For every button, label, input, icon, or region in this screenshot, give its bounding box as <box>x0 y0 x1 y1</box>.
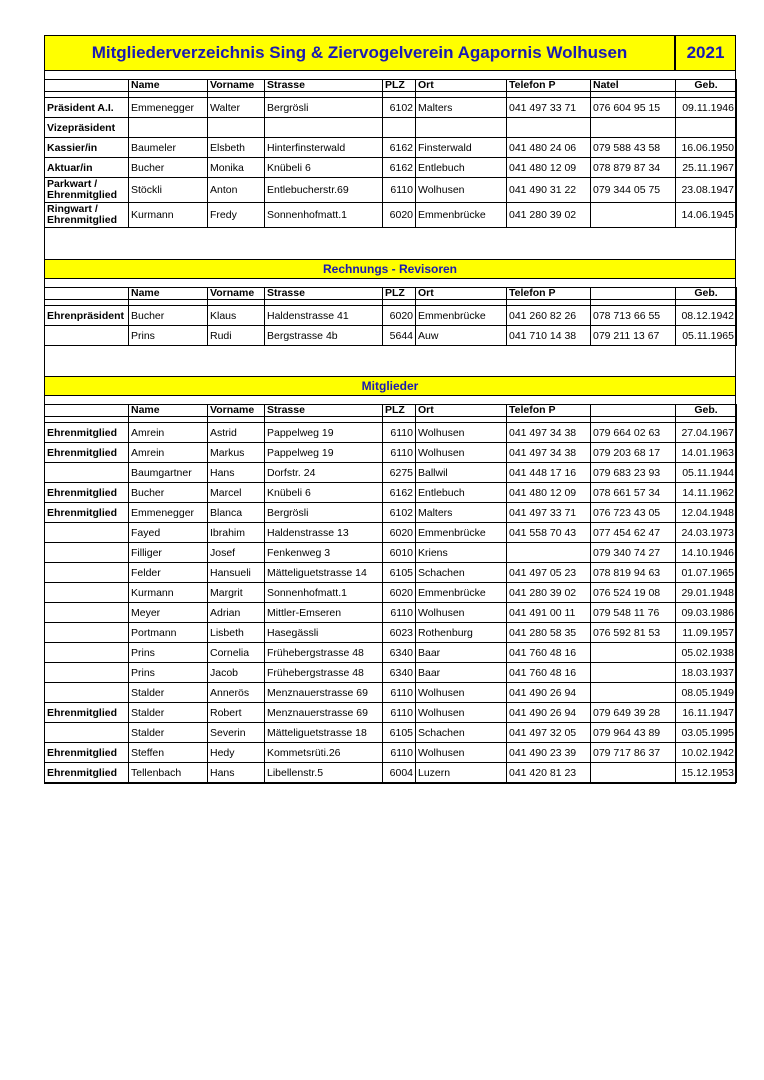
street-cell: Mittler-Emseren <box>265 603 383 623</box>
document-year: 2021 <box>675 35 736 71</box>
city-cell: Emmenbrücke <box>416 306 507 326</box>
phone-cell: 041 497 34 38 <box>507 423 591 443</box>
city-cell: Entlebuch <box>416 158 507 178</box>
phone-cell: 041 490 26 94 <box>507 683 591 703</box>
header-natel <box>591 405 676 417</box>
name-cell: Prins <box>129 643 208 663</box>
birthdate-cell <box>676 118 737 138</box>
table-row <box>45 503 737 523</box>
zip-cell: 6110 <box>383 603 416 623</box>
firstname-cell: Adrian <box>208 603 265 623</box>
street-cell: Bergstrasse 4b <box>265 326 383 346</box>
zip-cell: 6020 <box>383 306 416 326</box>
members-heading: Mitglieder <box>44 376 736 396</box>
mobile-cell: 076 723 43 05 <box>591 503 676 523</box>
city-cell: Malters <box>416 503 507 523</box>
city-cell <box>416 118 507 138</box>
city-cell: Wolhusen <box>416 743 507 763</box>
street-cell: Fenkenweg 3 <box>265 543 383 563</box>
mobile-cell: 079 211 13 67 <box>591 326 676 346</box>
name-cell: Filliger <box>129 543 208 563</box>
mobile-cell: 076 604 95 15 <box>591 98 676 118</box>
zip-cell: 6105 <box>383 563 416 583</box>
street-cell: Hinterfinsterwald <box>265 138 383 158</box>
table-row <box>45 663 737 683</box>
role-cell: Kassier/in <box>45 138 129 158</box>
mobile-cell: 077 454 62 47 <box>591 523 676 543</box>
role-cell: Ehrenmitglied <box>45 503 129 523</box>
street-cell: Mätteliguetstrasse 14 <box>265 563 383 583</box>
mobile-cell <box>591 663 676 683</box>
mobile-cell <box>591 118 676 138</box>
birthdate-cell: 09.11.1946 <box>676 98 737 118</box>
birthdate-cell: 12.04.1948 <box>676 503 737 523</box>
street-cell: Frühebergstrasse 48 <box>265 663 383 683</box>
name-cell: Prins <box>129 326 208 346</box>
mobile-cell <box>591 643 676 663</box>
phone-cell: 041 420 81 23 <box>507 763 591 783</box>
birthdate-cell: 09.03.1986 <box>676 603 737 623</box>
firstname-cell: Hans <box>208 763 265 783</box>
header-plz: PLZ <box>383 405 416 417</box>
mobile-cell: 079 717 86 37 <box>591 743 676 763</box>
mobile-cell <box>591 683 676 703</box>
role-cell: Ehrenmitglied <box>45 423 129 443</box>
table-row <box>45 443 737 463</box>
header-vorname: Vorname <box>208 288 265 300</box>
birthdate-cell: 27.04.1967 <box>676 423 737 443</box>
column-header-row <box>45 288 737 300</box>
mobile-cell: 079 548 11 76 <box>591 603 676 623</box>
name-cell: Amrein <box>129 443 208 463</box>
city-cell: Auw <box>416 326 507 346</box>
column-header-row <box>45 405 737 417</box>
zip-cell: 6110 <box>383 683 416 703</box>
zip-cell: 6110 <box>383 743 416 763</box>
city-cell: Wolhusen <box>416 178 507 203</box>
city-cell: Entlebuch <box>416 483 507 503</box>
role-cell: Ehrenmitglied <box>45 703 129 723</box>
role-cell <box>45 663 129 683</box>
birthdate-cell: 29.01.1948 <box>676 583 737 603</box>
column-header-row <box>45 80 737 92</box>
street-cell: Bergrösli <box>265 503 383 523</box>
birthdate-cell: 08.05.1949 <box>676 683 737 703</box>
birthdate-cell: 15.12.1953 <box>676 763 737 783</box>
name-cell: Stöckli <box>129 178 208 203</box>
table-row <box>45 683 737 703</box>
table-row <box>45 98 737 118</box>
header-strasse: Strasse <box>265 288 383 300</box>
firstname-cell: Hans <box>208 463 265 483</box>
name-cell: Prins <box>129 663 208 683</box>
name-cell: Meyer <box>129 603 208 623</box>
phone-cell: 041 491 00 11 <box>507 603 591 623</box>
city-cell: Emmenbrücke <box>416 523 507 543</box>
street-cell: Haldenstrasse 13 <box>265 523 383 543</box>
street-cell: Knübeli 6 <box>265 483 383 503</box>
name-cell: Tellenbach <box>129 763 208 783</box>
table-row <box>45 643 737 663</box>
street-cell: Dorfstr. 24 <box>265 463 383 483</box>
zip-cell: 6004 <box>383 763 416 783</box>
name-cell: Amrein <box>129 423 208 443</box>
zip-cell: 6020 <box>383 523 416 543</box>
street-cell: Pappelweg 19 <box>265 443 383 463</box>
table-row <box>45 326 737 346</box>
name-cell: Stalder <box>129 683 208 703</box>
mobile-cell: 078 879 87 34 <box>591 158 676 178</box>
phone-cell: 041 710 14 38 <box>507 326 591 346</box>
zip-cell: 6020 <box>383 583 416 603</box>
street-cell: Frühebergstrasse 48 <box>265 643 383 663</box>
phone-cell: 041 490 23 39 <box>507 743 591 763</box>
role-cell: Ehrenmitglied <box>45 763 129 783</box>
board-table <box>44 79 737 228</box>
name-cell: Bucher <box>129 306 208 326</box>
city-cell: Malters <box>416 98 507 118</box>
firstname-cell: Severin <box>208 723 265 743</box>
header-strasse: Strasse <box>265 405 383 417</box>
role-cell <box>45 603 129 623</box>
members-table <box>44 404 737 783</box>
mobile-cell: 079 344 05 75 <box>591 178 676 203</box>
header-ort: Ort <box>416 288 507 300</box>
header-telefon: Telefon P <box>507 288 591 300</box>
birthdate-cell: 05.11.1944 <box>676 463 737 483</box>
birthdate-cell: 05.11.1965 <box>676 326 737 346</box>
zip-cell: 5644 <box>383 326 416 346</box>
role-cell <box>45 623 129 643</box>
city-cell: Wolhusen <box>416 603 507 623</box>
role-cell: Ringwart / Ehrenmitglied <box>45 203 129 228</box>
header-plz: PLZ <box>383 80 416 92</box>
firstname-cell: Hedy <box>208 743 265 763</box>
zip-cell: 6162 <box>383 158 416 178</box>
table-row <box>45 703 737 723</box>
mobile-cell: 078 819 94 63 <box>591 563 676 583</box>
firstname-cell: Klaus <box>208 306 265 326</box>
firstname-cell <box>208 118 265 138</box>
street-cell: Entlebucherstr.69 <box>265 178 383 203</box>
table-row <box>45 178 737 203</box>
table-row <box>45 423 737 443</box>
header-vorname: Vorname <box>208 80 265 92</box>
firstname-cell: Jacob <box>208 663 265 683</box>
city-cell: Finsterwald <box>416 138 507 158</box>
zip-cell: 6110 <box>383 178 416 203</box>
zip-cell: 6162 <box>383 138 416 158</box>
header-name: Name <box>129 288 208 300</box>
birthdate-cell: 25.11.1967 <box>676 158 737 178</box>
city-cell: Baar <box>416 643 507 663</box>
birthdate-cell: 18.03.1937 <box>676 663 737 683</box>
city-cell: Schachen <box>416 723 507 743</box>
name-cell: Kurmann <box>129 583 208 603</box>
birthdate-cell: 11.09.1957 <box>676 623 737 643</box>
birthdate-cell: 16.11.1947 <box>676 703 737 723</box>
header-telefon: Telefon P <box>507 80 591 92</box>
table-row <box>45 463 737 483</box>
phone-cell <box>507 543 591 563</box>
zip-cell: 6110 <box>383 703 416 723</box>
phone-cell: 041 760 48 16 <box>507 663 591 683</box>
zip-cell: 6162 <box>383 483 416 503</box>
role-cell <box>45 326 129 346</box>
firstname-cell: Markus <box>208 443 265 463</box>
birthdate-cell: 23.08.1947 <box>676 178 737 203</box>
phone-cell: 041 448 17 16 <box>507 463 591 483</box>
firstname-cell: Cornelia <box>208 643 265 663</box>
table-row <box>45 306 737 326</box>
role-cell: Ehrenmitglied <box>45 483 129 503</box>
firstname-cell: Annerös <box>208 683 265 703</box>
firstname-cell: Blanca <box>208 503 265 523</box>
role-cell <box>45 523 129 543</box>
header-role <box>45 288 129 300</box>
role-cell: Ehrenpräsident <box>45 306 129 326</box>
zip-cell: 6105 <box>383 723 416 743</box>
table-row <box>45 523 737 543</box>
table-row <box>45 138 737 158</box>
street-cell: Knübeli 6 <box>265 158 383 178</box>
mobile-cell <box>591 203 676 228</box>
birthdate-cell: 24.03.1973 <box>676 523 737 543</box>
firstname-cell: Margrit <box>208 583 265 603</box>
firstname-cell: Elsbeth <box>208 138 265 158</box>
name-cell: Stalder <box>129 703 208 723</box>
street-cell: Sonnenhofmatt.1 <box>265 203 383 228</box>
birthdate-cell: 14.01.1963 <box>676 443 737 463</box>
table-row <box>45 583 737 603</box>
city-cell: Emmenbrücke <box>416 583 507 603</box>
city-cell: Kriens <box>416 543 507 563</box>
city-cell: Emmenbrücke <box>416 203 507 228</box>
header-telefon: Telefon P <box>507 405 591 417</box>
table-row <box>45 118 737 138</box>
table-row <box>45 158 737 178</box>
phone-cell: 041 480 24 06 <box>507 138 591 158</box>
auditors-heading: Rechnungs - Revisoren <box>44 259 736 279</box>
phone-cell: 041 497 34 38 <box>507 443 591 463</box>
document-title: Mitgliederverzeichnis Sing & Ziervogelverein Agapornis Wolhusen <box>44 35 675 71</box>
zip-cell: 6020 <box>383 203 416 228</box>
birthdate-cell: 14.06.1945 <box>676 203 737 228</box>
firstname-cell: Robert <box>208 703 265 723</box>
role-cell: Ehrenmitglied <box>45 743 129 763</box>
name-cell: Kurmann <box>129 203 208 228</box>
name-cell: Emmenegger <box>129 503 208 523</box>
phone-cell: 041 280 58 35 <box>507 623 591 643</box>
name-cell: Steffen <box>129 743 208 763</box>
mobile-cell: 076 592 81 53 <box>591 623 676 643</box>
header-role <box>45 80 129 92</box>
mobile-cell <box>591 763 676 783</box>
name-cell: Baumgartner <box>129 463 208 483</box>
firstname-cell: Hansueli <box>208 563 265 583</box>
birthdate-cell: 03.05.1995 <box>676 723 737 743</box>
firstname-cell: Lisbeth <box>208 623 265 643</box>
name-cell: Emmenegger <box>129 98 208 118</box>
street-cell: Hasegässli <box>265 623 383 643</box>
name-cell: Fayed <box>129 523 208 543</box>
zip-cell: 6340 <box>383 643 416 663</box>
mobile-cell: 079 964 43 89 <box>591 723 676 743</box>
table-row <box>45 203 737 228</box>
table-row <box>45 603 737 623</box>
role-cell <box>45 563 129 583</box>
street-cell <box>265 118 383 138</box>
auditors-table <box>44 287 737 346</box>
table-row <box>45 543 737 563</box>
name-cell: Bucher <box>129 483 208 503</box>
table-row <box>45 563 737 583</box>
zip-cell: 6110 <box>383 443 416 463</box>
role-cell <box>45 723 129 743</box>
birthdate-cell: 16.06.1950 <box>676 138 737 158</box>
birthdate-cell: 14.10.1946 <box>676 543 737 563</box>
header-role <box>45 405 129 417</box>
city-cell: Rothenburg <box>416 623 507 643</box>
firstname-cell: Anton <box>208 178 265 203</box>
firstname-cell: Rudi <box>208 326 265 346</box>
firstname-cell: Ibrahim <box>208 523 265 543</box>
role-cell: Präsident A.I. <box>45 98 129 118</box>
mobile-cell: 078 713 66 55 <box>591 306 676 326</box>
header-natel <box>591 288 676 300</box>
city-cell: Baar <box>416 663 507 683</box>
firstname-cell: Astrid <box>208 423 265 443</box>
header-geb: Geb. <box>676 288 737 300</box>
street-cell: Kommetsrüti.26 <box>265 743 383 763</box>
phone-cell: 041 497 33 71 <box>507 98 591 118</box>
birthdate-cell: 01.07.1965 <box>676 563 737 583</box>
street-cell: Libellenstr.5 <box>265 763 383 783</box>
zip-cell: 6275 <box>383 463 416 483</box>
mobile-cell: 078 661 57 34 <box>591 483 676 503</box>
birthdate-cell: 14.11.1962 <box>676 483 737 503</box>
phone-cell: 041 480 12 09 <box>507 158 591 178</box>
street-cell: Bergrösli <box>265 98 383 118</box>
phone-cell: 041 280 39 02 <box>507 203 591 228</box>
street-cell: Sonnenhofmatt.1 <box>265 583 383 603</box>
header-geb: Geb. <box>676 80 737 92</box>
role-cell <box>45 683 129 703</box>
birthdate-cell: 08.12.1942 <box>676 306 737 326</box>
name-cell: Felder <box>129 563 208 583</box>
header-strasse: Strasse <box>265 80 383 92</box>
city-cell: Wolhusen <box>416 703 507 723</box>
firstname-cell: Fredy <box>208 203 265 228</box>
table-row <box>45 723 737 743</box>
header-name: Name <box>129 80 208 92</box>
city-cell: Ballwil <box>416 463 507 483</box>
name-cell: Bucher <box>129 158 208 178</box>
header-name: Name <box>129 405 208 417</box>
street-cell: Haldenstrasse 41 <box>265 306 383 326</box>
phone-cell <box>507 118 591 138</box>
header-plz: PLZ <box>383 288 416 300</box>
phone-cell: 041 490 31 22 <box>507 178 591 203</box>
role-cell <box>45 583 129 603</box>
name-cell: Stalder <box>129 723 208 743</box>
street-cell: Menznauerstrasse 69 <box>265 683 383 703</box>
mobile-cell: 079 340 74 27 <box>591 543 676 563</box>
mobile-cell: 076 524 19 08 <box>591 583 676 603</box>
mobile-cell: 079 683 23 93 <box>591 463 676 483</box>
city-cell: Wolhusen <box>416 443 507 463</box>
phone-cell: 041 497 33 71 <box>507 503 591 523</box>
role-cell <box>45 643 129 663</box>
birthdate-cell: 10.02.1942 <box>676 743 737 763</box>
mobile-cell: 079 203 68 17 <box>591 443 676 463</box>
role-cell: Parkwart / Ehrenmitglied <box>45 178 129 203</box>
header-geb: Geb. <box>676 405 737 417</box>
city-cell: Wolhusen <box>416 683 507 703</box>
birthdate-cell: 05.02.1938 <box>676 643 737 663</box>
role-cell <box>45 543 129 563</box>
street-cell: Pappelweg 19 <box>265 423 383 443</box>
role-cell <box>45 463 129 483</box>
city-cell: Luzern <box>416 763 507 783</box>
firstname-cell: Walter <box>208 98 265 118</box>
role-cell: Ehrenmitglied <box>45 443 129 463</box>
street-cell: Menznauerstrasse 69 <box>265 703 383 723</box>
role-cell: Aktuar/in <box>45 158 129 178</box>
role-cell: Vizepräsident <box>45 118 129 138</box>
header-ort: Ort <box>416 405 507 417</box>
phone-cell: 041 497 05 23 <box>507 563 591 583</box>
city-cell: Wolhusen <box>416 423 507 443</box>
zip-cell: 6102 <box>383 503 416 523</box>
mobile-cell: 079 588 43 58 <box>591 138 676 158</box>
table-row <box>45 623 737 643</box>
city-cell: Schachen <box>416 563 507 583</box>
phone-cell: 041 497 32 05 <box>507 723 591 743</box>
phone-cell: 041 280 39 02 <box>507 583 591 603</box>
zip-cell: 6102 <box>383 98 416 118</box>
name-cell: Portmann <box>129 623 208 643</box>
table-row <box>45 763 737 783</box>
street-cell: Mätteliguetstrasse 18 <box>265 723 383 743</box>
mobile-cell: 079 649 39 28 <box>591 703 676 723</box>
name-cell: Baumeler <box>129 138 208 158</box>
phone-cell: 041 760 48 16 <box>507 643 591 663</box>
phone-cell: 041 480 12 09 <box>507 483 591 503</box>
header-vorname: Vorname <box>208 405 265 417</box>
zip-cell: 6023 <box>383 623 416 643</box>
phone-cell: 041 558 70 43 <box>507 523 591 543</box>
firstname-cell: Monika <box>208 158 265 178</box>
table-row <box>45 483 737 503</box>
phone-cell: 041 260 82 26 <box>507 306 591 326</box>
phone-cell: 041 490 26 94 <box>507 703 591 723</box>
mobile-cell: 079 664 02 63 <box>591 423 676 443</box>
zip-cell: 6340 <box>383 663 416 683</box>
table-row <box>45 743 737 763</box>
firstname-cell: Marcel <box>208 483 265 503</box>
firstname-cell: Josef <box>208 543 265 563</box>
zip-cell: 6010 <box>383 543 416 563</box>
header-ort: Ort <box>416 80 507 92</box>
header-natel: Natel <box>591 80 676 92</box>
zip-cell: 6110 <box>383 423 416 443</box>
name-cell <box>129 118 208 138</box>
zip-cell <box>383 118 416 138</box>
